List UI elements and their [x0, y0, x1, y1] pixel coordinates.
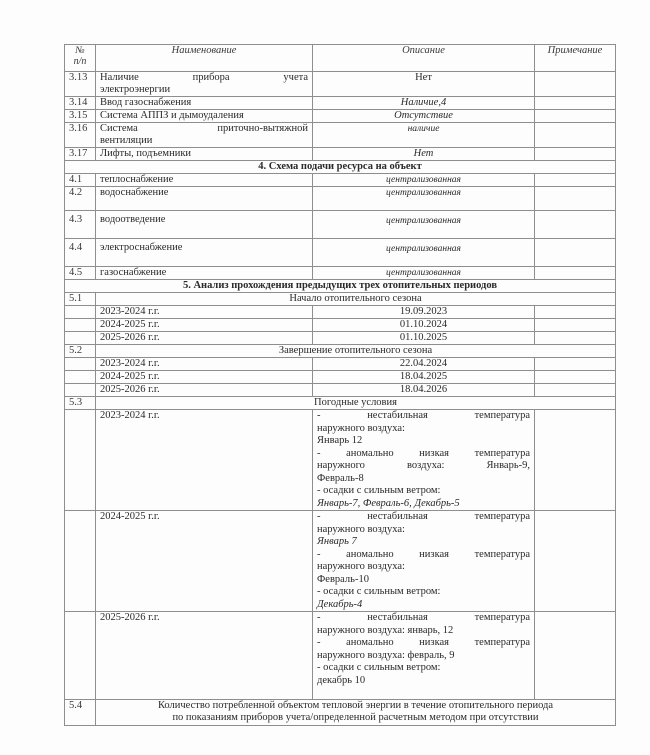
row-number	[65, 332, 96, 345]
row-number: 5.3	[65, 397, 96, 410]
row-number: 5.2	[65, 345, 96, 358]
section-5-title: 5. Анализ прохождения предыдущих трех отопительных периодов	[65, 280, 616, 293]
row-period: 2025-2026 г.г.	[96, 332, 313, 345]
weather-line: Декабрь-4	[317, 598, 363, 610]
row-note	[535, 123, 616, 148]
row-name: водоотведение	[96, 211, 313, 239]
subsection-row	[65, 397, 616, 410]
row-number	[65, 384, 96, 397]
weather-line: - нестабильная температура	[317, 511, 530, 522]
table-row	[65, 97, 616, 110]
row-note	[535, 148, 616, 161]
weather-line: наружного воздуха: Январь-9,	[317, 460, 530, 471]
row-note	[535, 384, 616, 397]
row-description: централизованная	[313, 267, 535, 280]
row-note	[535, 306, 616, 319]
weather-row	[65, 612, 616, 700]
table-row	[65, 110, 616, 123]
subsection-text-line1: Количество потребленной объектом тепловой энергии в течение отопительного периода	[157, 700, 554, 711]
weather-line: Январь 7	[317, 536, 357, 547]
row-number	[65, 410, 96, 511]
table-row	[65, 267, 616, 280]
row-note	[535, 174, 616, 187]
weather-line: наружного воздуха:	[317, 422, 405, 434]
row-number	[65, 319, 96, 332]
row-name-line1: Наличие прибора учета	[100, 72, 308, 83]
row-number: 4.5	[65, 267, 96, 280]
row-note	[535, 239, 616, 267]
subsection-title: Погодные условия	[96, 397, 616, 410]
row-description: Отсутствие	[313, 110, 535, 123]
weather-line: - аномально низкая температура	[317, 548, 530, 560]
row-name	[96, 123, 313, 148]
table-row	[65, 384, 616, 397]
row-period: 2024-2025 г.г.	[96, 319, 313, 332]
header-num-line2: п/п	[73, 56, 87, 67]
row-period: 2023-2024 г.г.	[96, 358, 313, 371]
row-value: 01.10.2024	[313, 319, 535, 332]
row-note	[535, 612, 616, 700]
weather-line: - аномально низкая температура	[317, 447, 530, 459]
weather-line: декабрь 10	[317, 674, 366, 686]
row-note	[535, 511, 616, 612]
weather-row	[65, 410, 616, 511]
table-row	[65, 358, 616, 371]
row-number	[65, 371, 96, 384]
row-number: 3.17	[65, 148, 96, 161]
row-note	[535, 97, 616, 110]
header-num	[65, 45, 96, 72]
row-value: 18.04.2026	[313, 384, 535, 397]
subsection-text-line2: по показаниям приборов учета/определенной расчетным методом при отсутствии	[172, 712, 539, 723]
row-value: 19.09.2023	[313, 306, 535, 319]
row-name-line1: Система приточно-вытяжной	[100, 123, 308, 134]
weather-line: наружного воздуха:	[317, 523, 405, 535]
row-description: Нет	[313, 72, 535, 97]
subsection-text	[96, 700, 616, 726]
row-number	[65, 306, 96, 319]
table-row	[65, 211, 616, 239]
header-description: Описание	[313, 45, 535, 72]
weather-description	[313, 612, 535, 700]
table-row	[65, 148, 616, 161]
row-number: 4.2	[65, 187, 96, 211]
row-period: 2025-2026 г.г.	[96, 384, 313, 397]
row-note	[535, 187, 616, 211]
weather-line: - нестабильная температура	[317, 612, 530, 623]
section-heading	[65, 280, 616, 293]
weather-line: - осадки с сильным ветром:	[317, 485, 441, 496]
row-number: 3.14	[65, 97, 96, 110]
weather-line: наружного воздуха: февраль, 9	[317, 649, 455, 661]
table-row	[65, 319, 616, 332]
row-name: Ввод газоснабжения	[96, 97, 313, 110]
row-description: Наличие,4	[313, 97, 535, 110]
row-number: 3.15	[65, 110, 96, 123]
weather-description	[313, 511, 535, 612]
row-number: 3.16	[65, 123, 96, 148]
row-name-line2: электроэнергии	[100, 84, 171, 95]
row-name: газоснабжение	[96, 267, 313, 280]
row-note	[535, 267, 616, 280]
row-number: 5.4	[65, 700, 96, 726]
row-number: 4.3	[65, 211, 96, 239]
row-name	[96, 72, 313, 97]
section-4-title: 4. Схема подачи ресурса на объект	[65, 161, 616, 174]
table-row	[65, 332, 616, 345]
row-note	[535, 410, 616, 511]
subsection-title: Начало отопительного сезона	[96, 293, 616, 306]
row-number	[65, 511, 96, 612]
weather-description	[313, 410, 535, 511]
object-passport-table	[64, 44, 616, 726]
weather-line: Февраль-8	[317, 472, 364, 484]
row-name-line2: вентиляции	[100, 135, 153, 146]
weather-line: - нестабильная температура	[317, 410, 530, 421]
row-number: 4.4	[65, 239, 96, 267]
row-note	[535, 319, 616, 332]
row-value: 18.04.2025	[313, 371, 535, 384]
row-name: электроснабжение	[96, 239, 313, 267]
row-number	[65, 612, 96, 700]
row-name: водоснабжение	[96, 187, 313, 211]
header-num-line1: №	[75, 45, 85, 56]
row-description: наличие	[313, 123, 535, 148]
row-note	[535, 211, 616, 239]
row-description: централизованная	[313, 239, 535, 267]
table-row	[65, 72, 616, 97]
weather-line: Январь-7, Февраль-6, Декабрь-5	[317, 497, 460, 509]
section-heading	[65, 161, 616, 174]
table-row	[65, 239, 616, 267]
subsection-row	[65, 345, 616, 358]
weather-line: - аномально низкая температура	[317, 637, 530, 648]
row-note	[535, 358, 616, 371]
subsection-row	[65, 293, 616, 306]
weather-line: наружного воздуха: январь, 12	[317, 624, 454, 636]
row-period: 2024-2025 г.г.	[96, 511, 313, 612]
table-row	[65, 123, 616, 148]
row-description: централизованная	[313, 211, 535, 239]
row-number: 3.13	[65, 72, 96, 97]
row-name: Система АППЗ и дымоудаления	[96, 110, 313, 123]
row-period: 2023-2024 г.г.	[96, 410, 313, 511]
row-number: 5.1	[65, 293, 96, 306]
row-period: 2023-2024 г.г.	[96, 306, 313, 319]
row-description: централизованная	[313, 187, 535, 211]
weather-line: Февраль-10	[317, 573, 369, 585]
row-number: 4.1	[65, 174, 96, 187]
subsection-row	[65, 700, 616, 726]
table-row	[65, 371, 616, 384]
table-row	[65, 187, 616, 211]
row-value: 22.04.2024	[313, 358, 535, 371]
row-note	[535, 332, 616, 345]
weather-line: - осадки с сильным ветром:	[317, 662, 441, 673]
weather-row	[65, 511, 616, 612]
weather-line: наружного воздуха:	[317, 561, 405, 572]
table-header-row	[65, 45, 616, 72]
weather-line: Январь 12	[317, 435, 363, 446]
row-note	[535, 371, 616, 384]
weather-line: - осадки с сильным ветром:	[317, 586, 441, 597]
row-name: теплоснабжение	[96, 174, 313, 187]
row-note	[535, 72, 616, 97]
row-number	[65, 358, 96, 371]
row-period: 2025-2026 г.г.	[96, 612, 313, 700]
header-note: Примечание	[535, 45, 616, 72]
row-note	[535, 110, 616, 123]
row-description: Нет	[313, 148, 535, 161]
row-period: 2024-2025 г.г.	[96, 371, 313, 384]
row-value: 01.10.2025	[313, 332, 535, 345]
table-row	[65, 306, 616, 319]
subsection-title: Завершение отопительного сезона	[96, 345, 616, 358]
row-name: Лифты, подъемники	[96, 148, 313, 161]
table-row	[65, 174, 616, 187]
header-name: Наименование	[96, 45, 313, 72]
row-description: централизованная	[313, 174, 535, 187]
